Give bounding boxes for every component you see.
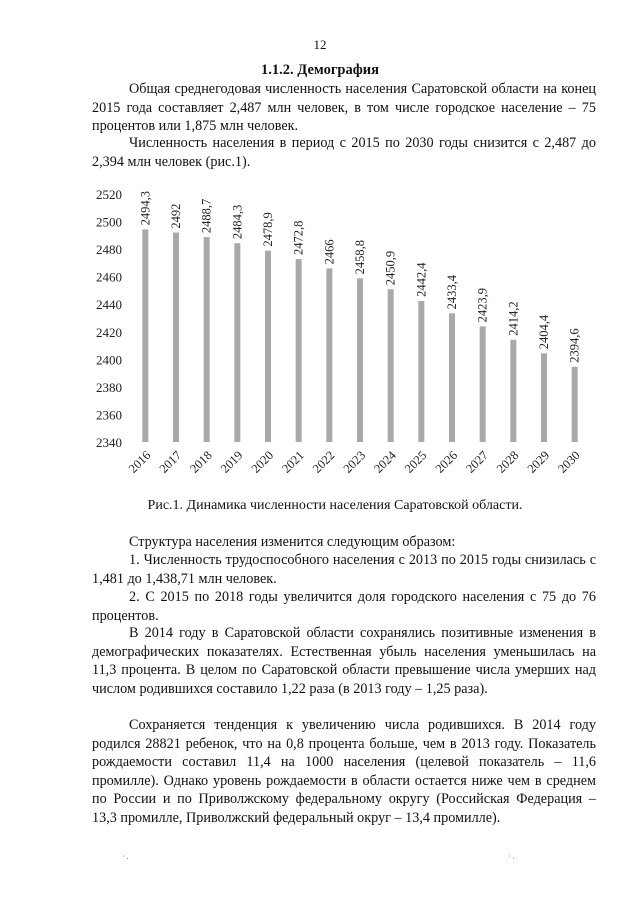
bar-value-label: 2478,9 — [261, 212, 275, 247]
scan-artifact: · . — [122, 852, 129, 861]
x-tick-label: 2020 — [248, 448, 277, 476]
paragraph-structure-item-2: 2. С 2015 по 2018 годы увеличится доля городского населения с 75 до 76 процентов. — [92, 589, 596, 624]
y-tick-label: 2440 — [96, 297, 122, 313]
bar — [480, 326, 486, 442]
x-tick-label: 2019 — [217, 448, 246, 476]
paragraph-population-total: Общая среднегодовая численность населения Саратовской области на конец 2015 года составляет 2,487 млн человек, в том числе городское население – 75 процентов или 1,875 млн человек. — [92, 81, 596, 134]
bar-value-label: 2472,8 — [291, 220, 306, 256]
x-tick-label: 2024 — [371, 448, 399, 476]
bar-value-label: 2488,7 — [199, 198, 214, 234]
y-tick-label: 2400 — [96, 352, 122, 368]
y-tick-label: 2360 — [96, 407, 122, 423]
bar-value-label: 2492 — [169, 203, 183, 229]
bar — [449, 313, 455, 442]
bar — [326, 268, 332, 442]
paragraph-birth-rate: Сохраняется тенденция к увеличению числа родившихся. В 2014 году родился 28821 ребенок, что на 0,8 процента больше, чем в 2013 году. Показатель рождаемости составил 11,4 на 1000 населения (целевой показатель – 11,6 промилле). Однако уровень рождаемости в области остается ниже чем в среднем по России и по Приволжскому федеральному округу (Российская Федерация – 13,3 промилле, Приволжский федеральный округ – 13,4 промилле). — [92, 717, 596, 826]
x-tick-label: 2025 — [401, 448, 430, 476]
x-tick-label: 2030 — [555, 448, 583, 476]
y-tick-label: 2420 — [96, 324, 122, 340]
bar-value-label: 2414,2 — [506, 301, 521, 336]
x-tick-label: 2017 — [156, 448, 185, 476]
y-tick-label: 2380 — [96, 379, 122, 395]
bar-value-label: 2450,9 — [383, 250, 398, 286]
bar-value-label: 2484,3 — [230, 204, 245, 240]
y-tick-label: 2460 — [96, 269, 122, 285]
figure-caption: Рис.1. Динамика численности населения Саратовской области. — [147, 498, 523, 513]
bar — [173, 233, 179, 442]
bar — [265, 251, 271, 442]
bar — [541, 353, 547, 442]
bar-value-label: 2423,9 — [475, 288, 490, 323]
y-tick-label: 2340 — [96, 435, 122, 450]
x-tick-label: 2022 — [309, 448, 338, 476]
bar — [388, 289, 394, 442]
population-bar-chart — [85, 172, 605, 492]
bar — [418, 301, 424, 442]
x-tick-label: 2027 — [463, 448, 491, 476]
y-tick-label: 2480 — [96, 242, 122, 258]
bar-value-label: 2466 — [322, 239, 337, 265]
paragraph-demographics-2014: В 2014 году в Саратовской области сохранялись позитивные изменения в демографических показателях. Естественная убыль населения уменьшилась на 11,3 процента. В целом по Саратовской области превышение числа умерших над числом родившихся составило 1,22 раза (в 2013 году – 1,25 раза). — [92, 625, 596, 697]
paragraph-structure-intro: Структура населения изменится следующим образом: — [129, 534, 456, 550]
section-title: 1.1.2. Демография — [261, 62, 379, 78]
bar — [234, 243, 240, 442]
bar-value-label: 2458,8 — [353, 239, 367, 275]
bar — [142, 229, 148, 442]
bar — [296, 259, 302, 442]
bar-value-label: 2433,4 — [445, 274, 459, 310]
x-tick-label: 2029 — [524, 448, 553, 476]
y-tick-label: 2520 — [96, 187, 122, 202]
x-tick-label: 2021 — [279, 448, 307, 476]
x-tick-label: 2018 — [187, 448, 215, 476]
scan-artifact: · . — [508, 852, 515, 861]
x-tick-label: 2016 — [125, 448, 154, 476]
bar — [572, 367, 578, 442]
bar-value-label: 2494,3 — [138, 191, 153, 226]
bar — [204, 237, 210, 442]
page-number: 12 — [313, 37, 327, 52]
bar-value-label: 2442,4 — [414, 262, 429, 297]
bar-value-label: 2404,4 — [537, 314, 551, 350]
x-tick-label: 2028 — [493, 448, 522, 476]
bar — [510, 340, 516, 442]
paragraph-structure-item-1: 1. Численность трудоспособного населения с 2013 по 2015 годы снизилась с 1,481 до 1,438,71 млн человек. — [92, 552, 596, 587]
paragraph-population-forecast: Численность населения в период с 2015 по 2030 годы снизится с 2,487 до 2,394 млн человек (рис.1). — [92, 135, 596, 170]
bar-value-label: 2394,6 — [567, 328, 582, 363]
x-tick-label: 2026 — [432, 448, 461, 476]
bar — [357, 278, 363, 442]
y-tick-label: 2500 — [96, 214, 122, 230]
x-tick-label: 2023 — [340, 448, 369, 476]
